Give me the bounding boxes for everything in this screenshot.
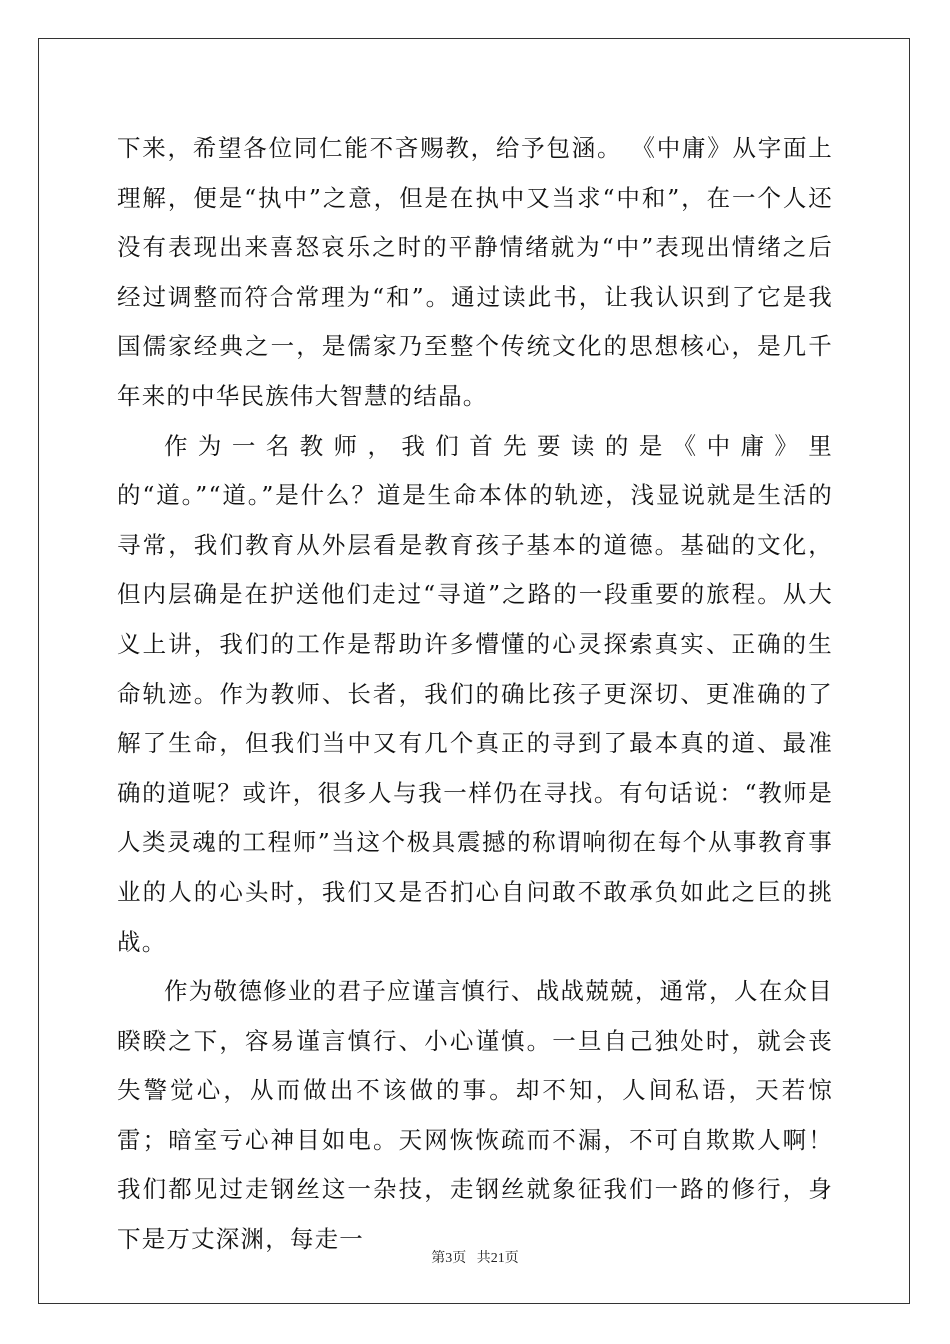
paragraph-2: 作为一名教师，我们首先要读的是《中庸》里的“道。”“道。”是什么？道是生命本体的轨迹，浅显说就是生活的寻常，我们教育从外层看是教育孩子基本的道德。基础的文化，但内层确是在护送他们走过“寻道”之路的一段重要的旅程。从大义上讲，我们的工作是帮助许多懵懂的心灵探索真实、正确的生命轨迹。作为教师、长者，我们的确比孩子更深切、更准确的了解了生命，但我们当中又有几个真正的寻到了最本真的道、最准确的道呢？或许，很多人与我一样仍在寻找。有句话说：“教师是人类灵魂的工程师”当这个极具震撼的称谓响彻在每个从事教育事业的人的心头时，我们又是否扪心自问敢不敢承负如此之巨的挑战。 [117, 431, 833, 956]
paragraph-1: 下来，希望各位同仁能不吝赐教，给予包涵。 《中庸》从字面上理解，便是“执中”之意，但是在执中又当求“中和”，在一个人还没有表现出来喜怒哀乐之时的平静情绪就为“中”表现出情绪之后经过调整而符合常理为“和”。通过读此书，让我认识到了它是我国儒家经典之一，是儒家乃至整个传统文化的思想核心，是几千年来的中华民族伟大智慧的结晶。 [117, 134, 833, 410]
paragraph-3: 作为敬德修业的君子应谨言慎行、战战兢兢，通常，人在众目睽睽之下，容易谨言慎行、小心谨慎。一旦自己独处时，就会丧失警觉心，从而做出不该做的事。却不知，人间私语，天若惊雷；暗室亏心神目如电。天网恢恢疏而不漏，不可自欺欺人啊！我们都见过走钢丝这一杂技，走钢丝就象征我们一路的修行，身下是万丈深渊，每走一 [117, 977, 833, 1254]
footer-separator [466, 1251, 477, 1266]
page-number: 第3页 [431, 1251, 467, 1266]
document-body [117, 124, 833, 1265]
page-footer [0, 1247, 950, 1267]
page-total: 共21页 [476, 1251, 519, 1266]
